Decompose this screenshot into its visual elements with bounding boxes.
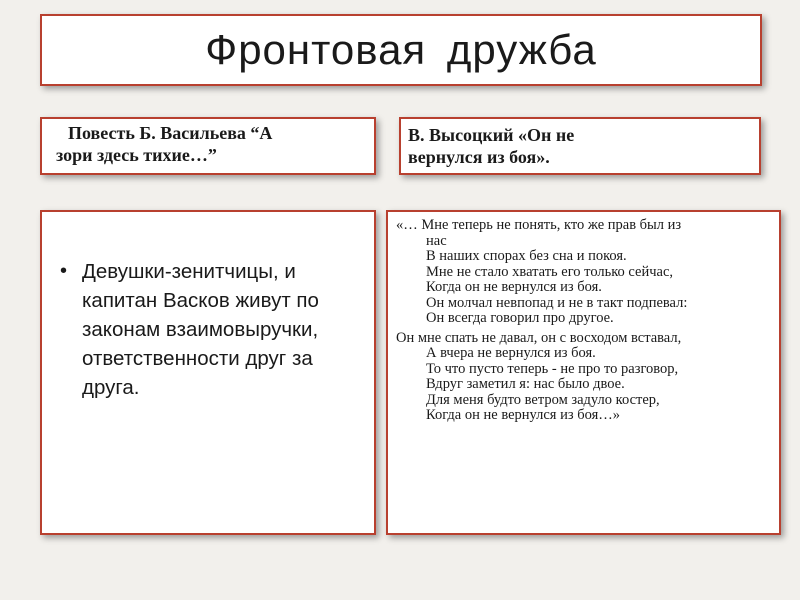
left-header-box: [40, 117, 376, 175]
poem-line: Вдруг заметил я: нас было двое.: [426, 376, 625, 392]
left-header-line-1: Повесть Б. Васильева “А: [68, 123, 273, 143]
poem-line: Он мне спать не давал, он с восходом вставал,: [396, 329, 682, 346]
poem-line: нас: [426, 232, 447, 249]
slide-title: Фронтовая дружба: [205, 26, 597, 73]
poem-line: Он всегда говорил про другое.: [426, 310, 614, 326]
right-header-line-1: В. Высоцкий «Он не: [408, 125, 575, 145]
poem-box: [386, 210, 781, 535]
poem-line: А вчера не вернулся из боя.: [426, 345, 596, 361]
left-header-line-2: зори здесь тихие…”: [56, 145, 217, 165]
right-header-line-2: вернулся из боя».: [408, 147, 550, 167]
title-box: [40, 14, 762, 86]
poem-line: В наших спорах без сна и покоя.: [426, 248, 627, 264]
left-body-box: [40, 210, 376, 535]
bullet-list: [54, 257, 364, 402]
poem-line: Когда он не вернулся из боя…»: [426, 407, 620, 423]
poem-line: «… Мне теперь не понять, кто же прав был из: [396, 217, 682, 233]
bullet-item: • Девушки-зенитчицы, и капитан Васков живут по законам взаимовыручки, ответственности друг за друга.: [82, 257, 364, 402]
poem-line: Мне не стало хватать его только сейчас,: [426, 263, 674, 280]
right-header-box: [399, 117, 761, 175]
poem-line: Он молчал невпопад и не в такт подпевал:: [426, 294, 688, 311]
poem-line: Когда он не вернулся из боя.: [426, 279, 602, 295]
poem-line: То что пусто теперь - не про то разговор,: [426, 360, 679, 377]
poem-line: Для меня будто ветром задуло костер,: [426, 391, 660, 408]
